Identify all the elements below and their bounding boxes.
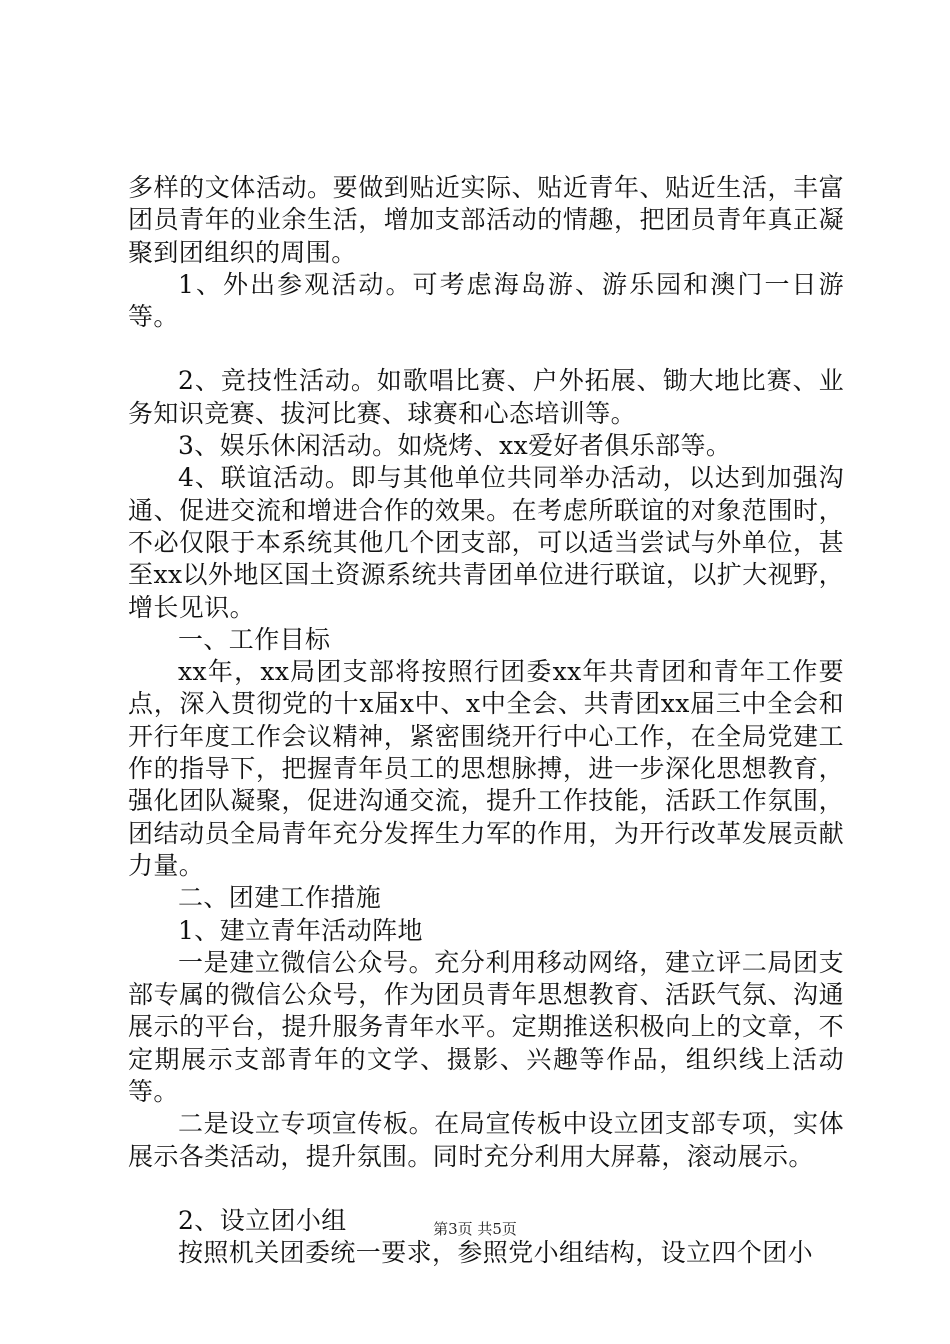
paragraph: xx年，xx局团支部将按照行团委xx年共青团和青年工作要点，深入贯彻党的十x届x中、x中全会、共青团xx届三中全会和开行年度工作会议精神，紧密围绕开行中心工作，在全局党建工作的指导下，把握青年员工的思想脉搏，进一步深化思想教育，强化团队凝聚，促进沟通交流，提升工作技能，活跃工作氛围，团结动员全局青年充分发挥生力军的作用，为开行改革发展贡献力量。 <box>128 657 844 880</box>
section-heading: 二、团建工作措施 <box>178 883 382 913</box>
paragraph: 一是建立微信公众号。充分利用移动网络，建立评二局团支部专属的微信公众号，作为团员青年思想教育、活跃气氛、沟通展示的平台，提升服务青年水平。定期推送积极向上的文章，不定期展示支部青年的文学、摄影、兴趣等作品，组织线上活动等。 <box>128 947 844 1107</box>
paragraph: 2、竞技性活动。如歌唱比赛、户外拓展、锄大地比赛、业务知识竞赛、拔河比赛、球赛和心态培训等。 <box>128 366 844 428</box>
document-body <box>128 172 844 1270</box>
paragraph: 多样的文体活动。要做到贴近实际、贴近青年、贴近生活，丰富团员青年的业余生活，增加支部活动的情趣，把团员青年真正凝聚到团组织的周围。 <box>128 173 844 267</box>
subsection-heading: 1、建立青年活动阵地 <box>178 915 423 945</box>
section-heading: 一、工作目标 <box>178 624 331 654</box>
subsection-heading: 2、设立团小组 <box>178 1205 347 1235</box>
paragraph: 4、联谊活动。即与其他单位共同举办活动，以达到加强沟通、促进交流和增进合作的效果。在考虑所联谊的对象范围时，不必仅限于本系统其他几个团支部，可以适当尝试与外单位，甚至xx以外地区国土资源系统共青团单位进行联谊，以扩大视野，增长见识。 <box>128 463 844 622</box>
page-footer: 第3页 共5页 <box>433 1220 517 1238</box>
paragraph: 1、外出参观活动。可考虑海岛游、游乐园和澳门一日游等。 <box>128 269 844 332</box>
paragraph: 二是设立专项宣传板。在局宣传板中设立团支部专项，实体展示各类活动，提升氛围。同时充分利用大屏幕，滚动展示。 <box>128 1109 844 1171</box>
paragraph: 按照机关团委统一要求，参照党小组结构，设立四个团小 <box>178 1238 814 1268</box>
paragraph: 3、娱乐休闲活动。如烧烤、xx爱好者俱乐部等。 <box>178 431 732 461</box>
